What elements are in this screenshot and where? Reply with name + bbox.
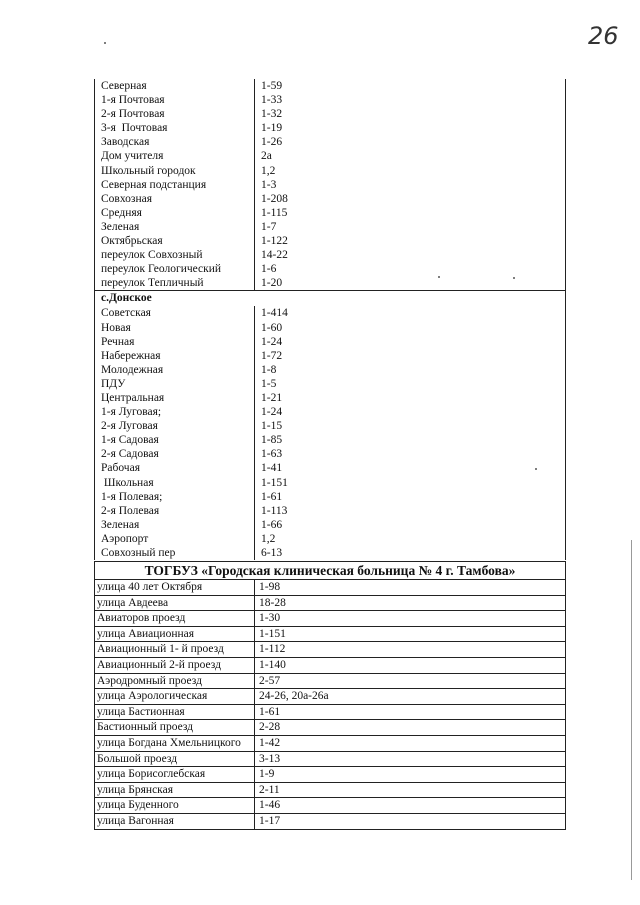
table-row	[95, 767, 565, 783]
house-range: 18-28	[259, 596, 286, 609]
street-name: Молодежная	[95, 363, 255, 377]
house-range: 1-24	[261, 335, 283, 348]
house-range: 1-61	[259, 705, 281, 718]
street-name: 2-я Луговая	[95, 419, 255, 433]
street-list-c	[95, 580, 565, 830]
table-row	[95, 461, 565, 475]
table-row	[95, 611, 565, 627]
street-name: улица Вагонная	[95, 814, 255, 829]
table-row	[95, 276, 565, 290]
house-range: 1-32	[261, 108, 283, 121]
house-range: 1-46	[259, 799, 281, 812]
table-row	[95, 79, 565, 93]
table-row	[95, 476, 565, 490]
street-name: Октябрьская	[95, 234, 255, 248]
street-name: улица Буденного	[95, 798, 255, 813]
house-range: 1-122	[261, 235, 288, 248]
street-name: улица Аэрологическая	[95, 689, 255, 704]
street-name: улица Авиационная	[95, 627, 255, 642]
house-range: 1-5	[261, 377, 277, 390]
house-range: 1-41	[261, 462, 283, 475]
street-name: улица Авдеева	[95, 596, 255, 611]
street-name: Советская	[95, 306, 255, 320]
table-row	[95, 135, 565, 149]
table-row	[95, 121, 565, 135]
house-range: 2-11	[259, 783, 280, 796]
street-name: Центральная	[95, 391, 255, 405]
scan-speck	[104, 42, 106, 44]
house-range: 1-66	[261, 518, 283, 531]
page-number: 26	[588, 22, 619, 50]
street-name: улица Богдана Хмельницкого	[95, 736, 255, 751]
house-range: 1-60	[261, 321, 283, 334]
house-range: 6-13	[261, 547, 283, 559]
table-row	[95, 752, 565, 768]
house-range: 1-151	[261, 476, 288, 489]
house-range: 1-30	[259, 612, 281, 625]
house-range: 1-33	[261, 94, 283, 107]
house-range: 24-26, 20а-26а	[259, 690, 329, 703]
house-range: 1-8	[261, 363, 277, 376]
house-range: 2а	[261, 150, 272, 163]
table-row	[95, 642, 565, 658]
house-range: 1-115	[261, 206, 288, 219]
house-range: 1-208	[261, 192, 288, 205]
street-name: Большой проезд	[95, 752, 255, 767]
table-row	[95, 798, 565, 814]
table-row	[95, 720, 565, 736]
street-name: 3-я Почтовая	[95, 121, 255, 135]
street-name: Совхозная	[95, 192, 255, 206]
house-range: 1-26	[261, 136, 283, 149]
table-row	[95, 705, 565, 721]
street-name: Школьный городок	[95, 164, 255, 178]
table-row	[95, 627, 565, 643]
table-row	[95, 349, 565, 363]
house-range: 1-112	[259, 643, 286, 656]
house-range: 1-7	[261, 220, 277, 233]
table-row	[95, 234, 565, 248]
house-range: 1-72	[261, 349, 283, 362]
house-range: 2-28	[259, 721, 281, 734]
street-name: Новая	[95, 321, 255, 335]
street-name: Зеленая	[95, 518, 255, 532]
table-row	[95, 206, 565, 220]
hospital-table	[94, 561, 566, 830]
house-range: 2-57	[259, 674, 281, 687]
street-name: переулок Геологический	[95, 262, 255, 276]
house-range: 1-151	[259, 627, 286, 640]
street-name: Авиационный 1- й проезд	[95, 642, 255, 657]
table-row	[95, 220, 565, 234]
table-row	[95, 262, 565, 276]
house-range: 1-113	[261, 504, 288, 517]
street-name: переулок Тепличный	[95, 276, 255, 290]
house-range: 1-6	[261, 263, 277, 276]
street-name: Дом учителя	[95, 149, 255, 163]
table-row	[95, 658, 565, 674]
house-range: 1-98	[259, 581, 281, 593]
table-row	[95, 504, 565, 518]
table-row	[95, 149, 565, 163]
street-name: 2-я Почтовая	[95, 107, 255, 121]
table-row	[95, 736, 565, 752]
table-row	[95, 596, 565, 612]
house-range: 1-85	[261, 434, 283, 447]
house-range: 1-63	[261, 448, 283, 461]
table-row	[95, 580, 565, 596]
house-range: 1-17	[259, 814, 281, 827]
table-row	[95, 93, 565, 107]
house-range: 1-140	[259, 658, 286, 671]
street-name: Аэропорт	[95, 532, 255, 546]
house-range: 1-414	[261, 307, 288, 320]
street-name: 1-я Садовая	[95, 433, 255, 447]
street-name: 2-я Садовая	[95, 447, 255, 461]
street-name: Набережная	[95, 349, 255, 363]
table-row	[95, 674, 565, 690]
table-row	[95, 321, 565, 335]
house-range: 1-21	[261, 391, 283, 404]
table-row	[95, 192, 565, 206]
hospital-title: ТОГБУЗ «Городская клиническая больница № 4 г. Тамбова»	[95, 562, 565, 580]
street-name: 1-я Полевая;	[95, 490, 255, 504]
street-name: Школьная	[95, 476, 255, 490]
scan-edge-line	[631, 540, 632, 880]
street-name: Рабочая	[95, 461, 255, 475]
house-range: 1-15	[261, 420, 283, 433]
street-name: ПДУ	[95, 377, 255, 391]
house-range: 1-20	[261, 277, 283, 290]
table-row	[95, 783, 565, 799]
table-row	[95, 377, 565, 391]
street-name: улица Борисоглебская	[95, 767, 255, 782]
street-list-a	[95, 79, 565, 290]
street-name: переулок Совхозный	[95, 248, 255, 262]
table-row	[95, 814, 565, 830]
table-row	[95, 164, 565, 178]
table-row	[95, 447, 565, 461]
street-name: Аэродромный проезд	[95, 674, 255, 689]
table-row	[95, 335, 565, 349]
table-row	[95, 433, 565, 447]
street-name: Речная	[95, 335, 255, 349]
street-name: Авиаторов проезд	[95, 611, 255, 626]
street-table-upper	[94, 79, 566, 560]
house-range: 1,2	[261, 532, 276, 545]
table-row	[95, 405, 565, 419]
table-row	[95, 178, 565, 192]
street-name: улица Бастионная	[95, 705, 255, 720]
table-row	[95, 546, 565, 560]
table-row	[95, 391, 565, 405]
table-row	[95, 689, 565, 705]
street-name: улица Брянская	[95, 783, 255, 798]
house-range: 1,2	[261, 164, 276, 177]
street-name: Средняя	[95, 206, 255, 220]
house-range: 1-59	[261, 80, 283, 92]
street-name: Северная	[95, 79, 255, 93]
house-range: 1-9	[259, 768, 275, 781]
table-row	[95, 248, 565, 262]
house-range: 3-13	[259, 752, 281, 765]
street-name: Северная подстанция	[95, 178, 255, 192]
table-row	[95, 490, 565, 504]
house-range: 1-61	[261, 490, 283, 503]
street-name: 1-я Луговая;	[95, 405, 255, 419]
house-range: 14-22	[261, 249, 288, 262]
street-name: Авиационный 2-й проезд	[95, 658, 255, 673]
table-row	[95, 518, 565, 532]
street-name: Зеленая	[95, 220, 255, 234]
street-list-b	[95, 306, 565, 560]
table-row	[95, 532, 565, 546]
house-range: 1-3	[261, 178, 277, 191]
street-name: Бастионный проезд	[95, 720, 255, 735]
table-row	[95, 107, 565, 121]
street-name: Совхозный пер	[95, 546, 255, 560]
house-range: 1-42	[259, 736, 281, 749]
table-row	[95, 363, 565, 377]
street-name: Заводская	[95, 135, 255, 149]
street-name: улица 40 лет Октября	[95, 580, 255, 595]
table-row	[95, 419, 565, 433]
house-range: 1-24	[261, 406, 283, 419]
section-heading-donskoe: с.Донское	[95, 290, 565, 306]
street-name: 2-я Полевая	[95, 504, 255, 518]
house-range: 1-19	[261, 122, 283, 135]
street-name: 1-я Почтовая	[95, 93, 255, 107]
table-row	[95, 306, 565, 320]
